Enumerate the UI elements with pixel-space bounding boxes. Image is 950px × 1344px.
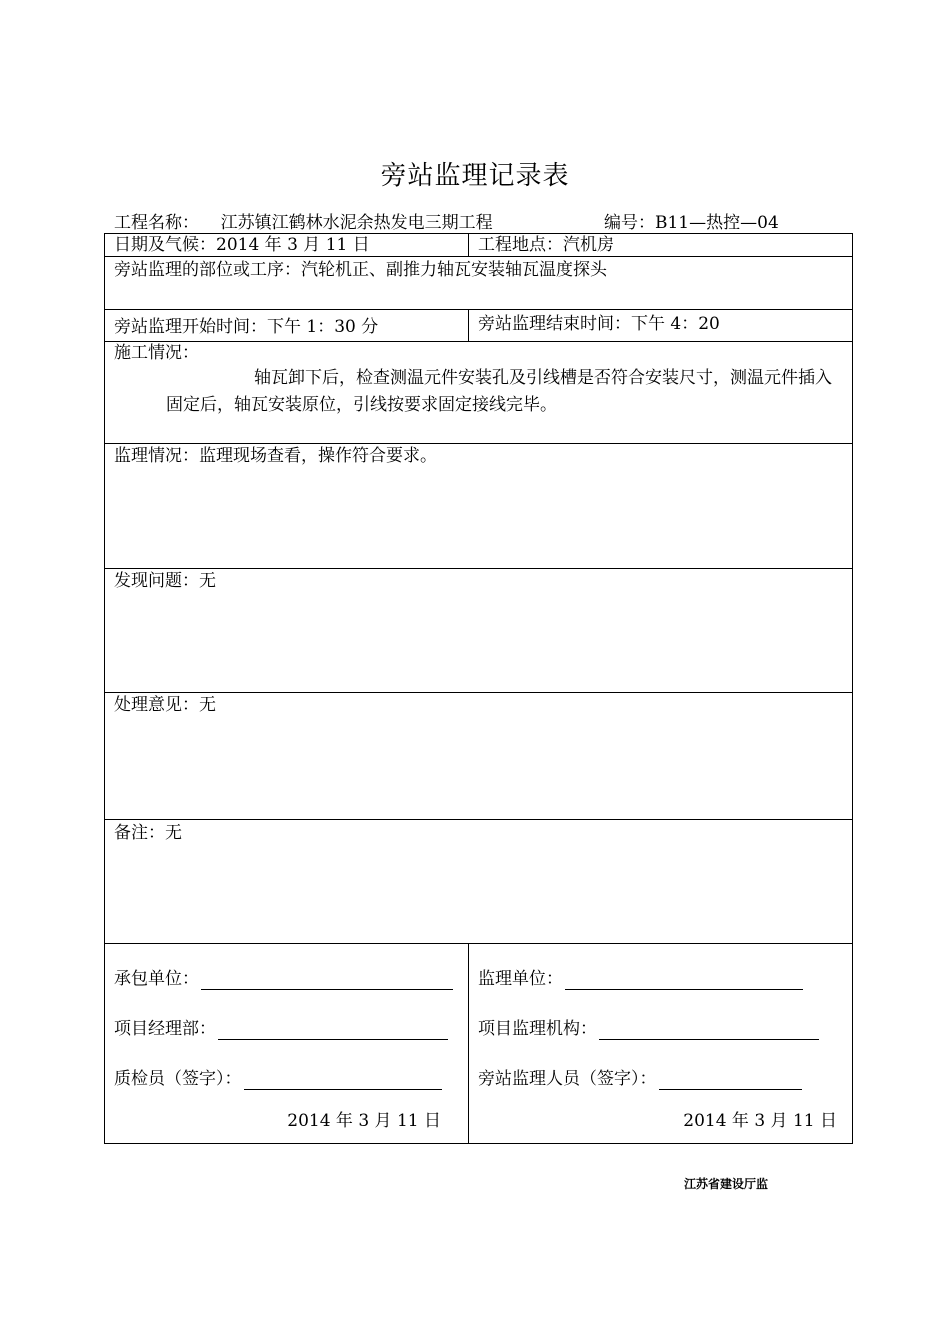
project-label: 工程名称： bbox=[114, 213, 199, 233]
form-title: 旁站监理记录表 bbox=[380, 161, 570, 191]
project-manager-dept-line bbox=[114, 1020, 459, 1040]
inspector-line bbox=[114, 1070, 459, 1090]
construction-label: 施工情况： bbox=[114, 343, 199, 363]
left-date: 2014 年 3 月 11 日 bbox=[287, 1111, 441, 1131]
right-date: 2014 年 3 月 11 日 bbox=[683, 1111, 837, 1131]
construction-text: 轴瓦卸下后，检查测温元件安装孔及引线槽是否符合安装尺寸，测温元件插入固定后，轴瓦安装原位，引线按要求固定接线完毕。 bbox=[166, 368, 832, 415]
project-supervision-org-line bbox=[478, 1020, 843, 1040]
project-name-line bbox=[114, 208, 514, 233]
end-time-cell: 旁站监理结束时间：下午 4：20 bbox=[469, 310, 853, 342]
inspector-signature-field[interactable] bbox=[244, 1071, 442, 1090]
contractor-unit-field[interactable] bbox=[201, 971, 453, 990]
date-weather-cell: 日期及气候：2014 年 3 月 11 日 bbox=[105, 234, 469, 257]
footer-issuer: 江苏省建设厅监 bbox=[684, 1177, 769, 1191]
supervision-unit-label: 监理单位： bbox=[478, 969, 563, 989]
project-supervision-org-label: 项目监理机构： bbox=[478, 1019, 597, 1039]
project-name: 江苏镇江鹤林水泥余热发电三期工程 bbox=[199, 213, 514, 234]
code-underlined: 热控—04 bbox=[706, 213, 779, 233]
contractor-unit-line bbox=[114, 970, 459, 990]
remarks-cell: 备注：无 bbox=[105, 820, 853, 944]
code-prefix: B11— bbox=[655, 213, 707, 233]
inspector-label: 质检员（签字）： bbox=[114, 1069, 242, 1089]
code-label: 编号： bbox=[604, 213, 655, 233]
project-supervision-org-field[interactable] bbox=[599, 1021, 819, 1040]
onsite-supervisor-label: 旁站监理人员（签字）： bbox=[478, 1069, 657, 1089]
construction-cell bbox=[105, 342, 853, 444]
supervision-cell: 监理情况：监理现场查看，操作符合要求。 bbox=[105, 444, 853, 569]
supervision-unit-field[interactable] bbox=[565, 971, 803, 990]
code-line bbox=[604, 208, 779, 233]
problems-cell: 发现问题：无 bbox=[105, 569, 853, 693]
location-cell: 工程地点：汽机房 bbox=[469, 234, 853, 257]
contractor-unit-label: 承包单位： bbox=[114, 969, 199, 989]
onsite-supervisor-line bbox=[478, 1070, 843, 1090]
record-table bbox=[104, 233, 853, 1144]
start-time-cell: 旁站监理开始时间：下午 1：30 分 bbox=[105, 310, 469, 342]
project-manager-dept-label: 项目经理部： bbox=[114, 1019, 216, 1039]
supervisor-signature-cell bbox=[469, 944, 853, 1144]
part-process-cell: 旁站监理的部位或工序：汽轮机正、副推力轴瓦安装轴瓦温度探头 bbox=[105, 257, 853, 310]
supervision-unit-line bbox=[478, 970, 843, 990]
project-manager-dept-field[interactable] bbox=[218, 1021, 448, 1040]
onsite-supervisor-signature-field[interactable] bbox=[659, 1071, 802, 1090]
contractor-signature-cell bbox=[105, 944, 469, 1144]
opinion-cell: 处理意见：无 bbox=[105, 693, 853, 820]
